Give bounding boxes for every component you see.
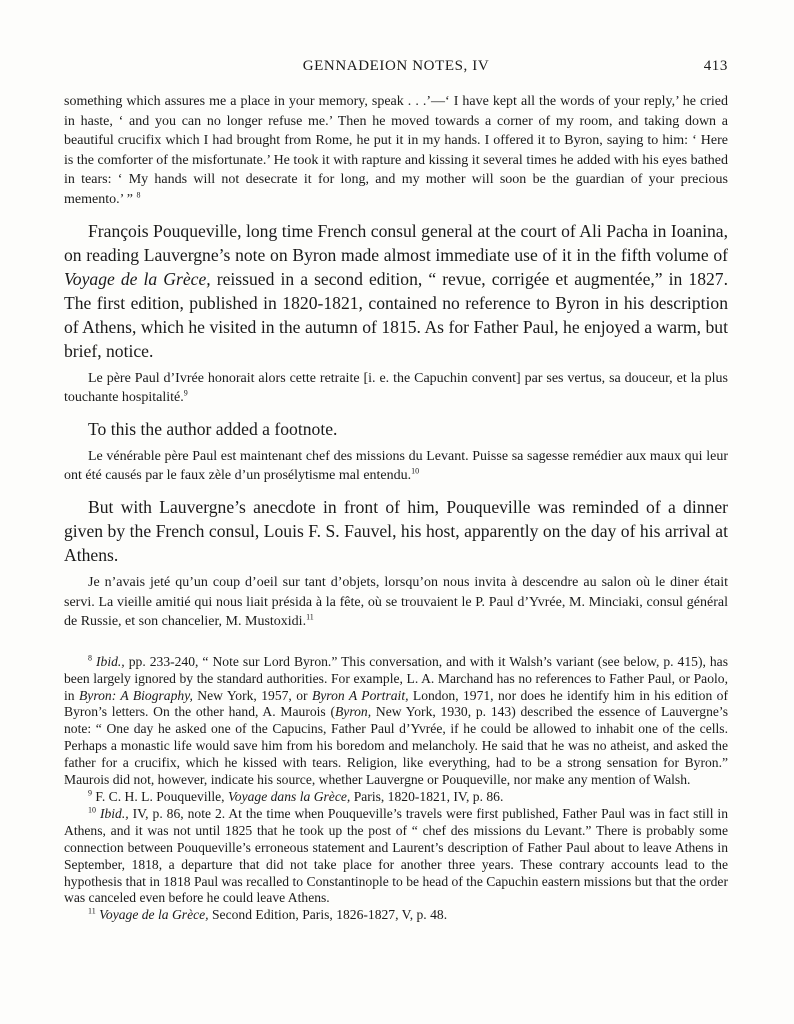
page-number: 413 [703, 58, 728, 74]
page [64, 58, 728, 924]
footnote-9 [64, 789, 728, 806]
footnote-text: IV, p. 86, note 2. At the time when Pouqueville’s travels were first published, Father Paul was in fact still in Athens, and it was not until 1825 that he took up the post of “ chef des missions du Levant.” There is probably some connection between Pouqueville’s erroneous statement and Laurent’s description of Father Paul about to leave Athens in September, 1818, a departure that did not take place for another three years. These contrary accounts lead to the hypothesis that in 1818 Paul was recalled to Constantinople to be head of the Capuchin eastern missions but that the order was canceled even before he could leave Athens. [64, 805, 728, 906]
paragraph-lauvergne-anecdote [64, 495, 728, 567]
block-quote-missions [64, 447, 728, 486]
footnote-number: 9 [88, 788, 92, 798]
footnote-number: 11 [88, 906, 96, 916]
footnote-text: F. C. H. L. Pouqueville, [92, 788, 228, 804]
footnote-ref-9: 9 [183, 388, 188, 398]
footnote-11 [64, 907, 728, 924]
quote-text: something which assures me a place in your memory, speak . . .’—‘ I have kept all the words of your reply,’ he cried in haste, ‘ and you can no longer refuse me.’ Then he moved towards a corner of my room, and taking down a beautiful crucifix which I had brought from Rome, he put it in my hands. I offered it to Byron, saying to him: ‘ Here is the comforter of the misfortunate.’ He took it with rapture and kissing it several times he added with his eyes bathed in tears: ‘ My hands will not desecrate it for long, and my mother will soon be the guardian of your precious memento.’ ” [64, 94, 728, 207]
block-quote-pere-paul [64, 369, 728, 408]
footnote-text: New York, 1957, or [192, 687, 312, 703]
paragraph-text: But with Lauvergne’s anecdote in front of him, Pouqueville was reminded of a dinner given by the French consul, Louis F. S. Fauvel, his host, apparently on the day of his arrival at Athens. [64, 496, 728, 565]
paragraph-pouqueville [64, 219, 728, 363]
block-quote-dinner [64, 573, 728, 632]
footnote-10 [64, 806, 728, 907]
paragraph-text: reissued in a second edition, “ revue, corrigée et augmentée,” in 1827. The first edition, published in 1820-1821, contained no reference to Byron in his description of Athens, which he visited in the autumn of 1815. As for Father Paul, he enjoyed a warm, but brief, notice. [64, 268, 728, 361]
footnote-8 [64, 654, 728, 789]
footnote-number: 10 [88, 805, 96, 815]
footnotes [64, 654, 728, 925]
footnote-number: 8 [88, 653, 92, 663]
footnote-text: London, 1971, nor does he identify him in his edition of Byron’s letters. On the other hand, A. Maurois ( [64, 687, 729, 720]
book-title: Byron A Portrait, [311, 687, 409, 703]
paragraph-footnote-intro [64, 417, 728, 441]
footnote-text: New York, 1930, p. 143) described the essence of Lauvergne’s note: “ One day he asked one of the Capucins, Father Paul d’Yvrée, if he could be allowed to inhabit one of the cells. Perhaps a monastic life would save him from his boredom and melancholy. He said that he was no atheist, and asked the father for a crucifix, which he kissed with tears. Religion, like everything, had to be a strong sensation for Byron.” Maurois did not, however, indicate his source, whether Lauvergne or Pouqueville, nor make any mention of Walsh. [64, 704, 728, 788]
book-title: Voyage de la Grèce, [64, 268, 211, 289]
running-title: GENNADEION NOTES, IV [302, 58, 490, 74]
book-title: Byron, [335, 704, 372, 720]
running-header [64, 58, 728, 82]
book-title: Voyage de la Grèce, [99, 907, 209, 923]
quote-text: Le père Paul d’Ivrée honorait alors cette retraite [i. e. the Capuchin convent] par ses vertus, sa douceur, et la plus touchante hospitalité. [64, 370, 728, 406]
ibid: Ibid., [96, 653, 125, 669]
footnote-text: pp. 233-240, “ Note sur Lord Byron.” This conversation, and with it Walsh’s variant (see below, p. 415), has been largely ignored by the standard authorities. For example, L. A. Marchand has no references to Father Paul, or Paolo, in [64, 653, 728, 703]
quote-text: Le vénérable père Paul est maintenant chef des missions du Levant. Puisse sa sagesse remédier aux maux qui leur ont été causés par le faux zèle d’un prosélytisme mal entendu. [64, 448, 728, 484]
paragraph-text: To this the author added a footnote. [88, 418, 338, 439]
book-title: Voyage dans la Grèce, [227, 788, 351, 804]
footnote-ref-11: 11 [306, 612, 314, 622]
quote-text: Je n’avais jeté qu’un coup d’oeil sur tant d’objets, lorsqu’on nous invita à descendre au salon où le diner était servi. La vieille amitié qui nous liait présida à la fête, où se trouvaient le P. Paul d’Yvrée, M. Minciaki, consul général de Russie, et son chancelier, M. Mustoxidi. [64, 574, 728, 630]
ibid: Ibid., [99, 805, 129, 821]
paragraph-text: François Pouqueville, long time French consul general at the court of Ali Pacha in Ioanina, on reading Lauvergne’s note on Byron made almost immediate use of it in the fifth volume of [64, 220, 728, 265]
block-quote-byron [64, 92, 728, 210]
book-title: Byron: A Biography, [78, 687, 193, 703]
footnote-ref-10: 10 [411, 466, 420, 476]
footnote-ref-8: 8 [136, 190, 141, 200]
footnote-text: Second Edition, Paris, 1826-1827, V, p. 48. [208, 907, 448, 923]
footnote-text: Paris, 1820-1821, IV, p. 86. [350, 788, 504, 804]
